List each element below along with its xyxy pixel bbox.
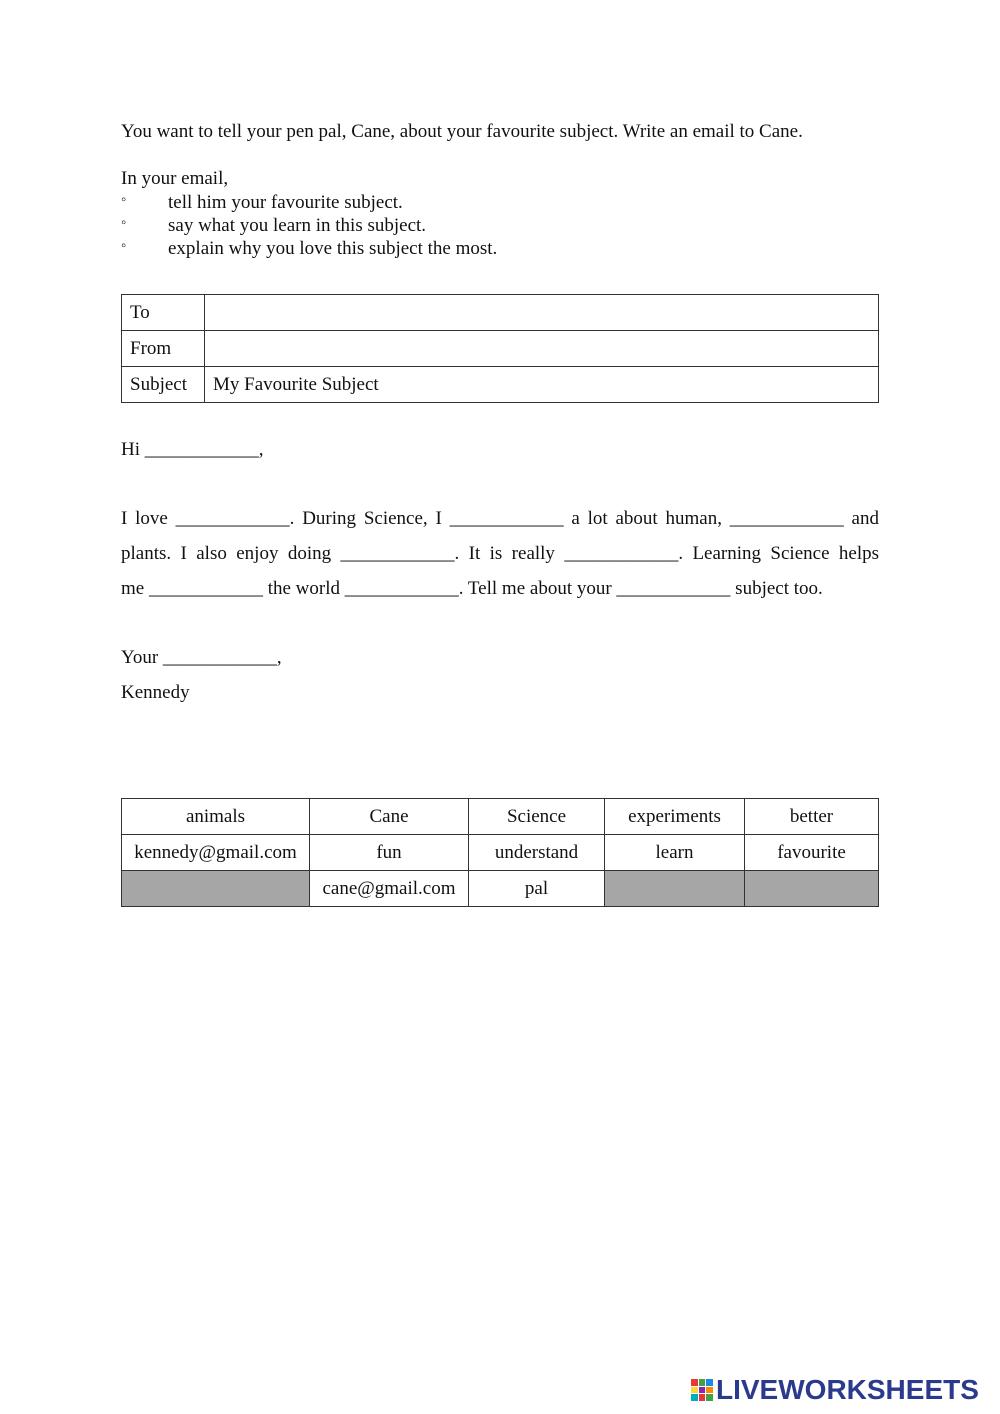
bullet-text: tell him your favourite subject. (168, 192, 403, 213)
logo-text: LIVEWORKSHEETS (716, 1374, 979, 1405)
body-line: plants. I also enjoy doing ____________. It is really ____________. Learning Science helps (121, 543, 879, 564)
bullet-icon: ◦ (121, 238, 127, 254)
from-field[interactable] (205, 331, 879, 367)
word-bank-cell[interactable]: fun (310, 835, 469, 871)
email-header-table (121, 294, 879, 403)
from-label: From (122, 331, 205, 367)
word-bank-cell[interactable]: better (745, 799, 879, 835)
word-bank-cell[interactable]: learn (605, 835, 745, 871)
word-bank-row (122, 871, 879, 907)
word-bank-cell[interactable]: cane@gmail.com (310, 871, 469, 907)
body-line: me ____________ the world ____________. Tell me about your ____________ subject too. (121, 578, 823, 599)
body-line: I love ____________. During Science, I ____________ a lot about human, ____________ and (121, 508, 879, 529)
word-bank-row (122, 799, 879, 835)
bullet-text: say what you learn in this subject. (168, 215, 427, 236)
word-bank-empty-cell (122, 871, 310, 907)
closing: Your ____________, (121, 647, 282, 668)
word-bank-empty-cell (605, 871, 745, 907)
from-row (122, 331, 879, 367)
word-bank-empty-cell (745, 871, 879, 907)
subject-row (122, 367, 879, 403)
greeting: Hi ____________, (121, 439, 264, 460)
bullet-icon: ◦ (121, 215, 127, 231)
subject-label: Subject (122, 367, 205, 403)
subject-value: My Favourite Subject (205, 367, 879, 403)
bullet-icon: ◦ (121, 192, 127, 208)
intro-text: In your email, (121, 168, 229, 189)
word-bank-cell[interactable]: kennedy@gmail.com (122, 835, 310, 871)
to-field[interactable] (205, 295, 879, 331)
word-bank-cell[interactable]: animals (122, 799, 310, 835)
instruction-text: You want to tell your pen pal, Cane, about your favourite subject. Write an email to Cane. (121, 121, 803, 142)
word-bank-cell[interactable]: Science (469, 799, 605, 835)
liveworksheets-logo (691, 1375, 979, 1405)
to-label: To (122, 295, 205, 331)
word-bank-cell[interactable]: pal (469, 871, 605, 907)
bullet-text: explain why you love this subject the most. (168, 238, 498, 259)
signature: Kennedy (121, 682, 190, 703)
word-bank-row (122, 835, 879, 871)
word-bank-cell[interactable]: favourite (745, 835, 879, 871)
to-row (122, 295, 879, 331)
logo-grid-icon (691, 1379, 713, 1401)
word-bank-cell[interactable]: Cane (310, 799, 469, 835)
word-bank-cell[interactable]: understand (469, 835, 605, 871)
word-bank-cell[interactable]: experiments (605, 799, 745, 835)
word-bank-table (121, 798, 879, 907)
